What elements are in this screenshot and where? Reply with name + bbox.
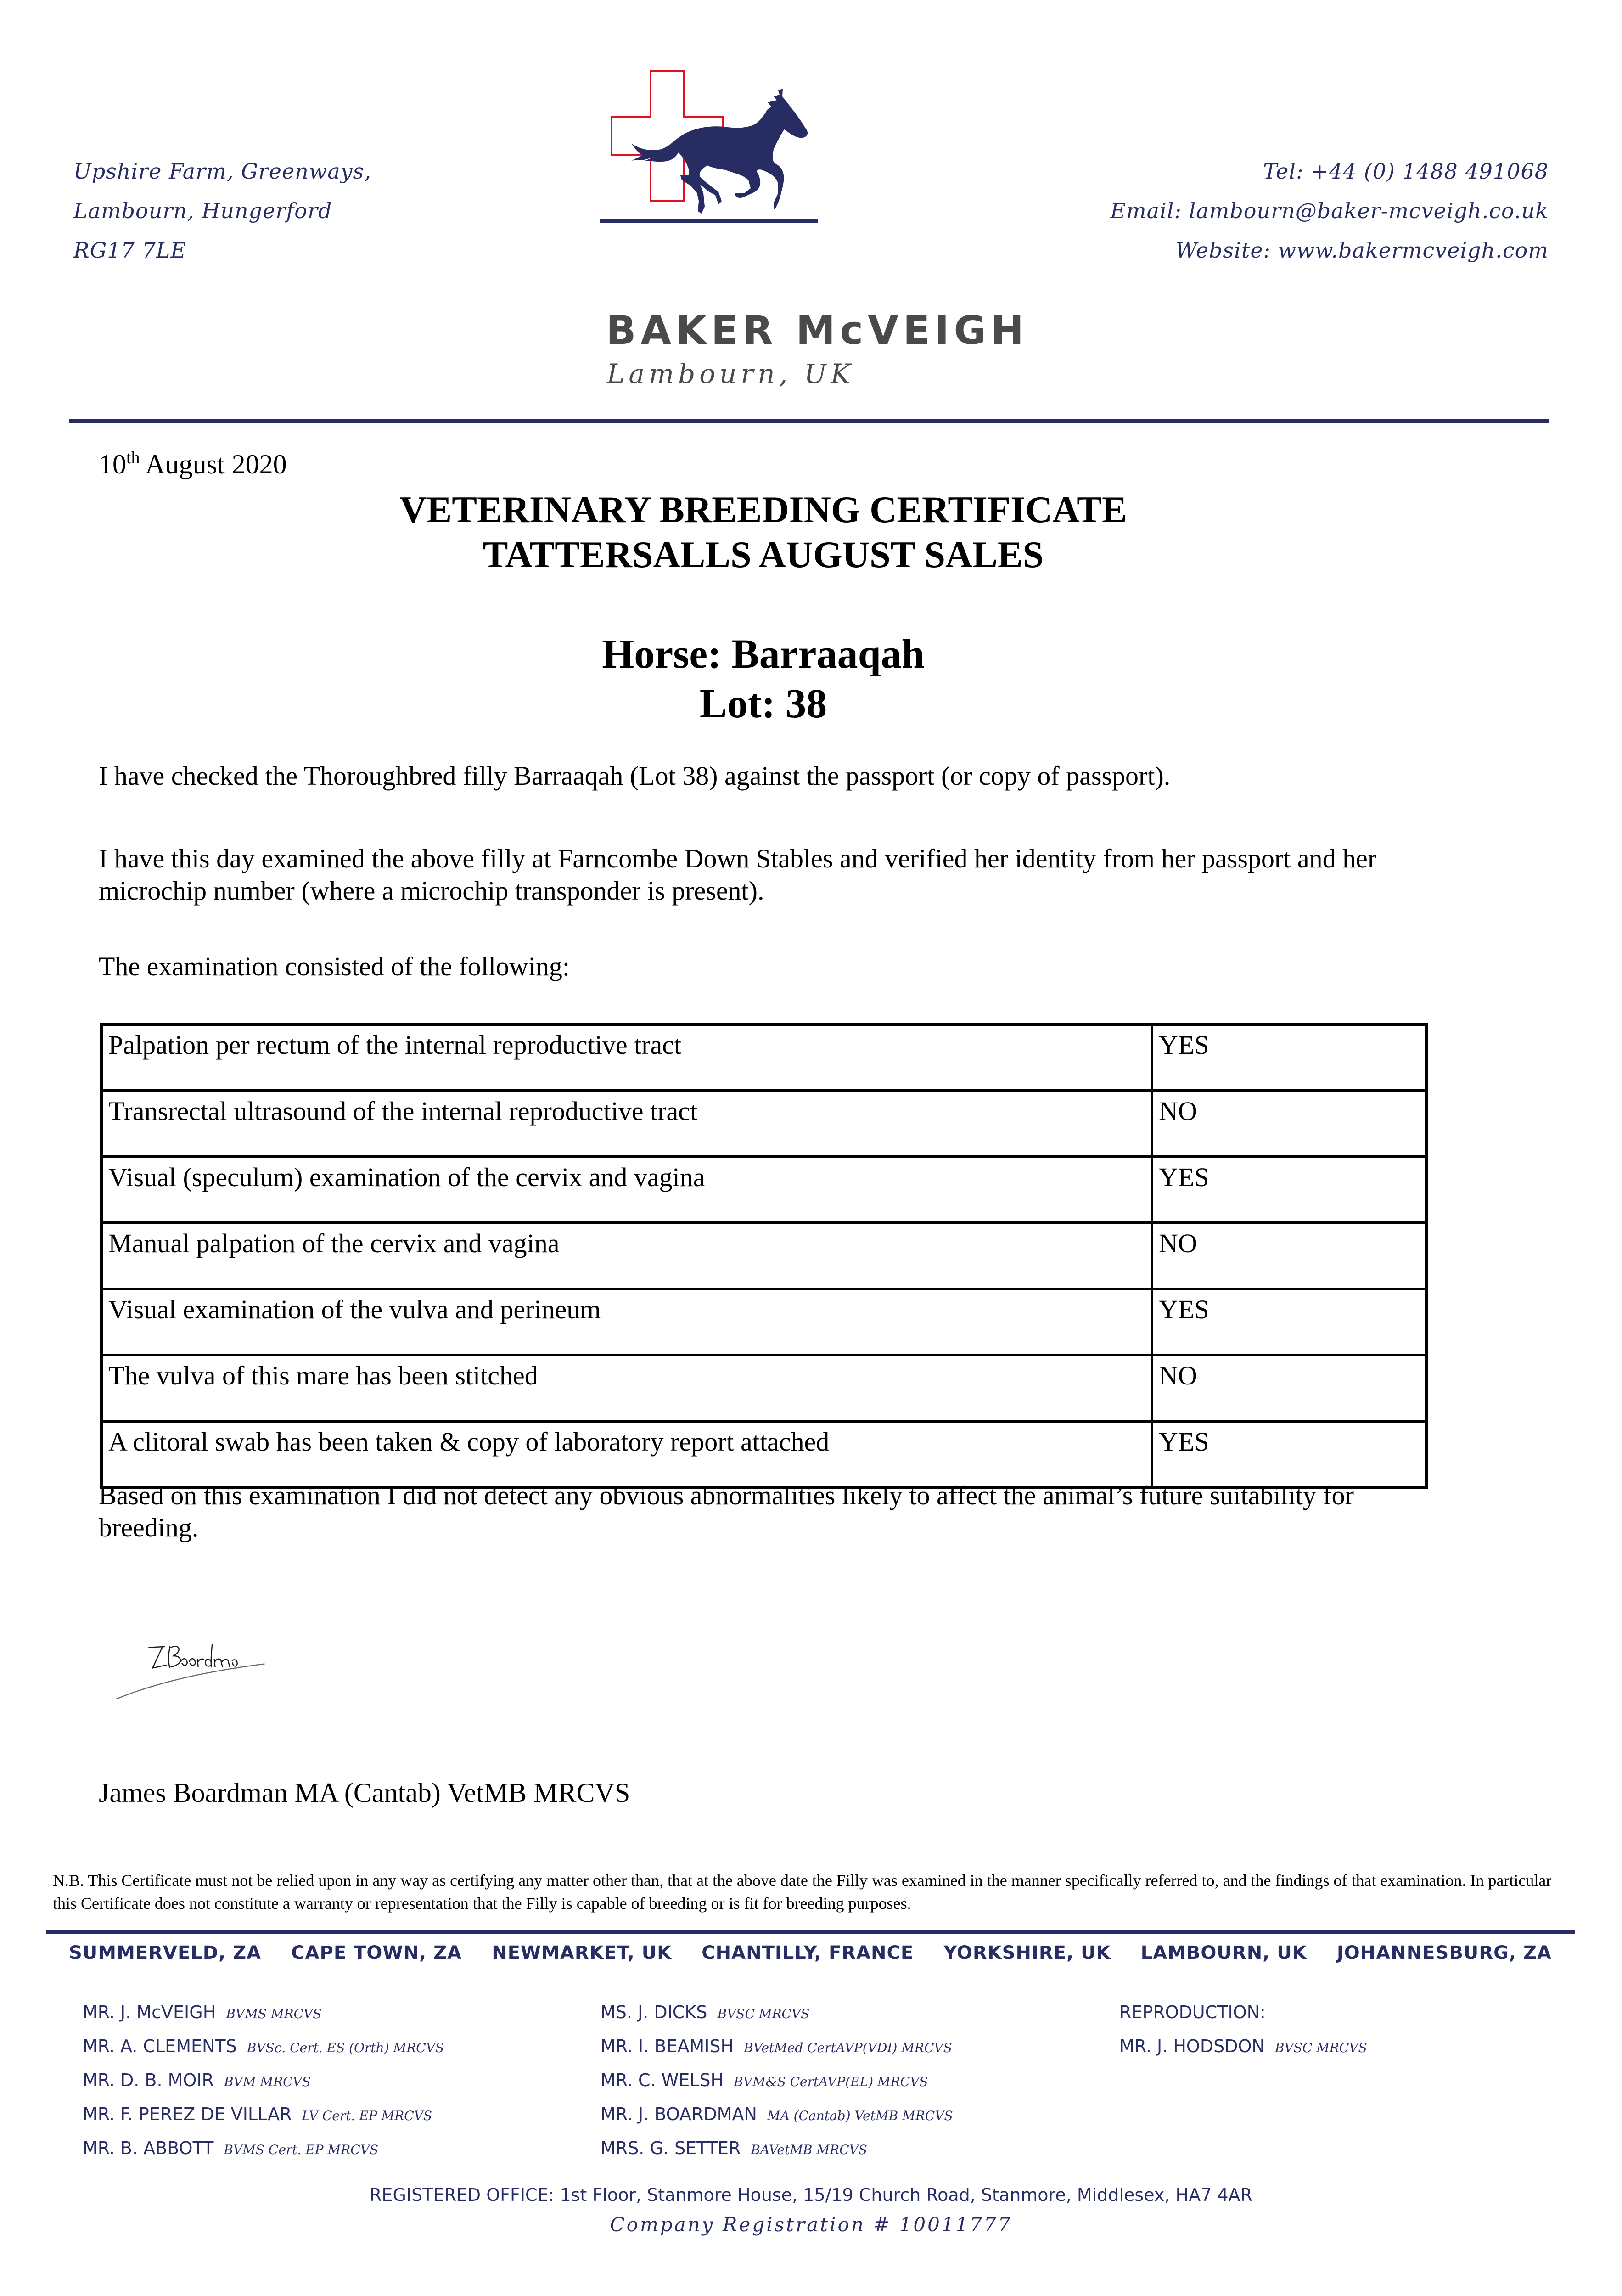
office-location: YORKSHIRE, UK	[943, 1942, 1111, 1964]
staff-name: MR. J. HODSDON	[1119, 2036, 1265, 2056]
document-date	[99, 448, 287, 480]
company-registration: Company Registration # 10011777	[610, 2213, 1012, 2236]
address-line: Lambourn, Hungerford	[73, 198, 332, 223]
certificate-title: VETERINARY BREEDING CERTIFICATE	[399, 489, 1127, 530]
email-link[interactable]: Email: lambourn@baker-mcveigh.co.uk	[1110, 198, 1549, 223]
staff-qualifications: BVetMed CertAVP(VDI) MRCVS	[744, 2040, 952, 2055]
staff-qualifications: BVM&S CertAVP(EL) MRCVS	[734, 2074, 928, 2089]
staff-member	[83, 2131, 444, 2165]
office-location: CHANTILLY, FRANCE	[702, 1942, 914, 1964]
table-row	[101, 1355, 1426, 1421]
table-row	[101, 1091, 1426, 1157]
passport-check-paragraph: I have checked the Thoroughbred filly Barraaqah (Lot 38) against the passport (or copy of passport).	[99, 761, 1171, 791]
staff-qualifications: LV Cert. EP MRCVS	[302, 2108, 432, 2123]
staff-qualifications: BVM MRCVS	[224, 2074, 311, 2089]
office-locations	[69, 1942, 1552, 1964]
disclaimer-text: N.B. This Certificate must not be relied upon in any way as certifying any matter other than, that at the above date the Filly was examined in the manner specifically referred to, and the findings of that examination. In particular this Certificate does not constitute a warranty or representation that the Filly is capable of breeding or is fit for breeding purposes.	[53, 1871, 1552, 1913]
staff-qualifications: BVMS MRCVS	[226, 2006, 322, 2021]
table-row	[101, 1024, 1426, 1091]
staff-name: MR. B. ABBOTT	[83, 2138, 214, 2158]
exam-item: Visual (speculum) examination of the cervix and vagina	[101, 1157, 1152, 1223]
signatory-name: James Boardman MA (Cantab) VetMB MRCVS	[99, 1778, 630, 1808]
conclusion-paragraph: Based on this examination I did not detect any obvious abnormalities likely to affect the animal’s future suitability for breeding.	[99, 1480, 1354, 1542]
staff-member	[83, 2063, 444, 2097]
staff-qualifications: BVSc. Cert. ES (Orth) MRCVS	[247, 2040, 444, 2055]
staff-name: MRS. G. SETTER	[601, 2138, 741, 2158]
date-rest: August 2020	[140, 449, 287, 479]
exam-item: Manual palpation of the cervix and vagina	[101, 1223, 1152, 1289]
registered-office: REGISTERED OFFICE: 1st Floor, Stanmore House, 15/19 Church Road, Stanmore, Middlesex, HA7 4AR	[370, 2185, 1252, 2205]
table-row	[101, 1421, 1426, 1487]
staff-qualifications: BAVetMB MRCVS	[751, 2142, 867, 2157]
staff-name: MR. J. McVEIGH	[83, 2002, 216, 2022]
reproduction-heading: REPRODUCTION:	[1119, 2002, 1266, 2022]
exam-result: YES	[1152, 1289, 1426, 1355]
exam-item: The vulva of this mare has been stitched	[101, 1355, 1152, 1421]
office-location: JOHANNESBURG, ZA	[1336, 1942, 1552, 1964]
staff-member	[601, 1995, 953, 2029]
examination-table	[100, 1023, 1428, 1489]
staff-name: MR. D. B. MOIR	[83, 2070, 214, 2090]
exam-item: Transrectal ultrasound of the internal reproductive tract	[101, 1091, 1152, 1157]
exam-item: Palpation per rectum of the internal reproductive tract	[101, 1024, 1152, 1091]
office-location: NEWMARKET, UK	[492, 1942, 672, 1964]
header-divider	[69, 419, 1549, 423]
lot-number-heading: Lot: 38	[699, 681, 827, 726]
staff-member	[83, 2029, 444, 2063]
table-row	[101, 1157, 1426, 1223]
staff-column-1	[83, 1995, 444, 2165]
address-line: Upshire Farm, Greenways,	[73, 159, 371, 184]
exam-result: NO	[1152, 1355, 1426, 1421]
date-suffix: th	[126, 448, 140, 467]
staff-name: MR. F. PEREZ DE VILLAR	[83, 2104, 292, 2124]
staff-column-reproduction	[1119, 1995, 1367, 2063]
staff-member	[83, 2097, 444, 2131]
staff-member	[601, 2029, 953, 2063]
staff-column-2	[601, 1995, 953, 2165]
staff-name: MR. I. BEAMISH	[601, 2036, 734, 2056]
staff-member	[601, 2097, 953, 2131]
office-location: CAPE TOWN, ZA	[291, 1942, 462, 1964]
exam-item: A clitoral swab has been taken & copy of laboratory report attached	[101, 1421, 1152, 1487]
footer-divider	[46, 1930, 1575, 1934]
staff-name: MR. C. WELSH	[601, 2070, 724, 2090]
staff-qualifications: BVSC MRCVS	[717, 2006, 810, 2021]
phone-text: Tel: +44 (0) 1488 491068	[1263, 159, 1549, 184]
company-contact	[1110, 152, 1549, 270]
date-day: 10	[99, 449, 126, 479]
office-location: LAMBOURN, UK	[1140, 1942, 1307, 1964]
address-line: RG17 7LE	[73, 238, 186, 263]
staff-qualifications: BVSC MRCVS	[1274, 2040, 1367, 2055]
certificate-subtitle: TATTERSALLS AUGUST SALES	[483, 534, 1044, 575]
table-row	[101, 1289, 1426, 1355]
signature-icon	[92, 1621, 303, 1713]
brand-location: Lambourn, UK	[607, 358, 855, 389]
staff-name: MR. A. CLEMENTS	[83, 2036, 237, 2056]
exam-result: YES	[1152, 1024, 1426, 1091]
staff-qualifications: MA (Cantab) VetMB MRCVS	[767, 2108, 953, 2123]
website-link[interactable]: Website: www.bakermcveigh.com	[1175, 238, 1549, 263]
exam-result: YES	[1152, 1157, 1426, 1223]
exam-result: NO	[1152, 1091, 1426, 1157]
horse-name-heading: Horse: Barraaqah	[602, 631, 925, 677]
staff-name: MR. J. BOARDMAN	[601, 2104, 757, 2124]
exam-result: YES	[1152, 1421, 1426, 1487]
staff-qualifications: BVMS Cert. EP MRCVS	[224, 2142, 379, 2157]
company-address	[73, 152, 371, 270]
exam-result: NO	[1152, 1223, 1426, 1289]
staff-member	[601, 2131, 953, 2165]
staff-member	[601, 2063, 953, 2097]
staff-name: MS. J. DICKS	[601, 2002, 707, 2022]
table-row	[101, 1223, 1426, 1289]
staff-member	[1119, 2029, 1367, 2063]
office-location: SUMMERVELD, ZA	[69, 1942, 262, 1964]
staff-member	[83, 1995, 444, 2029]
examination-intro: The examination consisted of the following:	[99, 951, 570, 981]
brand-name: BAKER McVEIGH	[606, 308, 1029, 354]
identity-paragraph: I have this day examined the above filly at Farncombe Down Stables and verified her identity from her passport and her microchip number (where a microchip transponder is present).	[99, 844, 1377, 906]
exam-item: Visual examination of the vulva and perineum	[101, 1289, 1152, 1355]
